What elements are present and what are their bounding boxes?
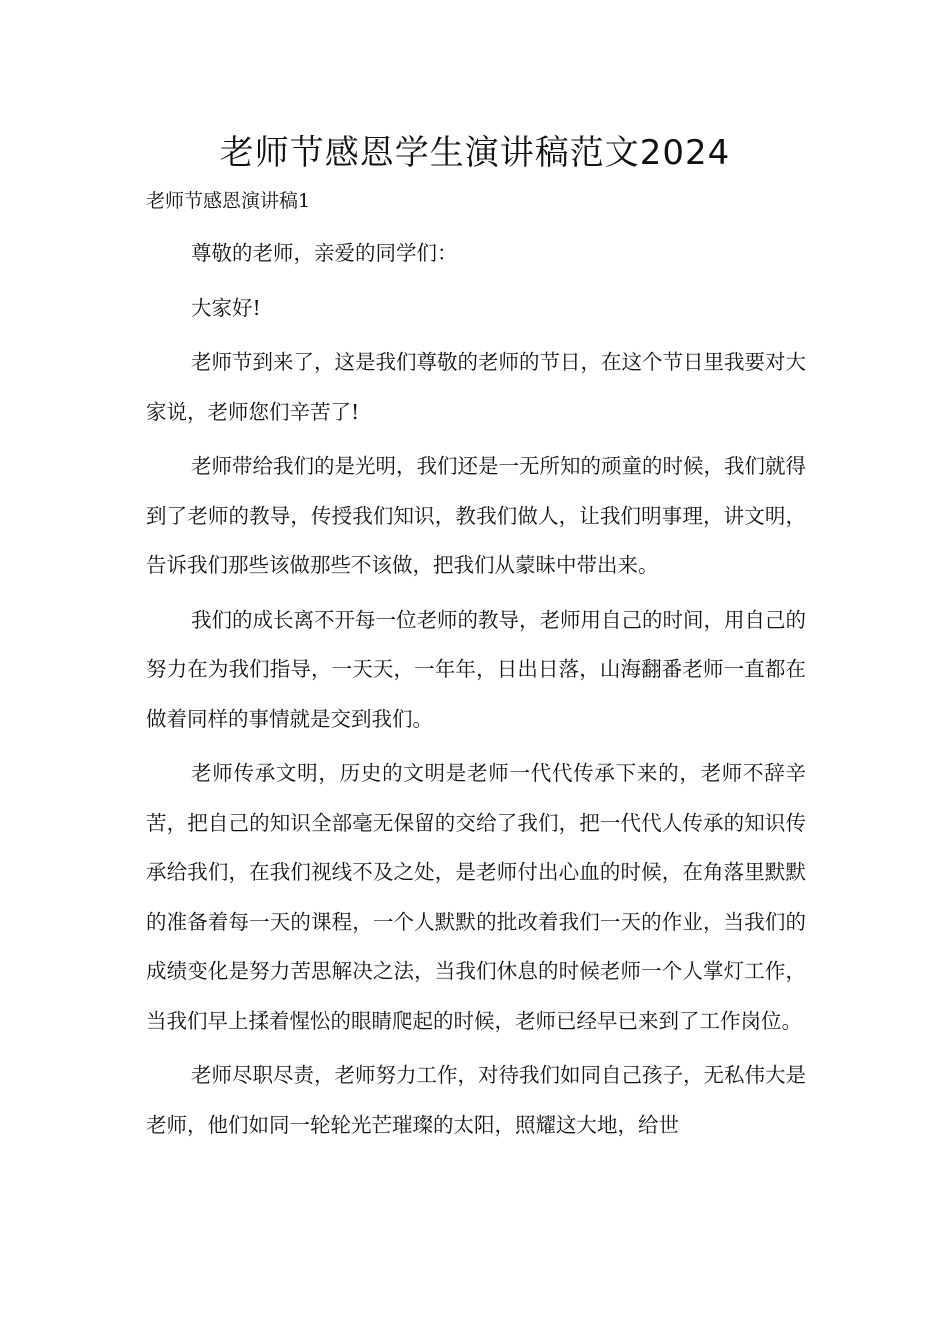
- document-title: 老师节感恩学生演讲稿范文2024: [219, 133, 731, 173]
- paragraph-salutation: 尊敬的老师，亲爱的同学们：: [191, 241, 458, 265]
- paragraph: 老师带给我们的是光明，我们还是一无所知的顽童的时候，我们就得到了老师的教导，传授我们知识，教我们做人，让我们明事理，讲文明，告诉我们那些该做那些不该做，把我们从蒙昧中带出来。: [146, 454, 806, 577]
- paragraph: 老师节到来了，这是我们尊敬的老师的节日，在这个节日里我要对大家说，老师您们辛苦了!: [146, 350, 806, 424]
- section-heading: 老师节感恩演讲稿1: [146, 190, 311, 212]
- paragraph: 我们的成长离不开每一位老师的教导，老师用自己的时间，用自己的努力在为我们指导，一天天，一年年，日出日落，山海翻番老师一直都在做着同样的事情就是交到我们。: [146, 607, 806, 731]
- document-body: [146, 229, 806, 1155]
- paragraph-greeting: 大家好!: [191, 295, 261, 320]
- paragraph: 老师尽职尽责，老师努力工作，对待我们如同自己孩子，无私伟大是老师，他们如同一轮轮光芒璀璨的太阳，照耀这大地，给世: [146, 1063, 806, 1137]
- paragraph: 老师传承文明，历史的文明是老师一代代传承下来的，老师不辞辛苦，把自己的知识全部毫无保留的交给了我们，把一代代人传承的知识传承给我们，在我们视线不及之处，是老师付出心血的时候，在角落里默默的准备着每一天的课程，一个人默默的批改着我们一天的作业，当我们的成绩变化是努力苦思解决之法，当我们休息的时候老师一个人掌灯工作，当我们早上揉着惺忪的眼睛爬起的时候，老师已经早已来到了工作岗位。: [146, 761, 806, 1033]
